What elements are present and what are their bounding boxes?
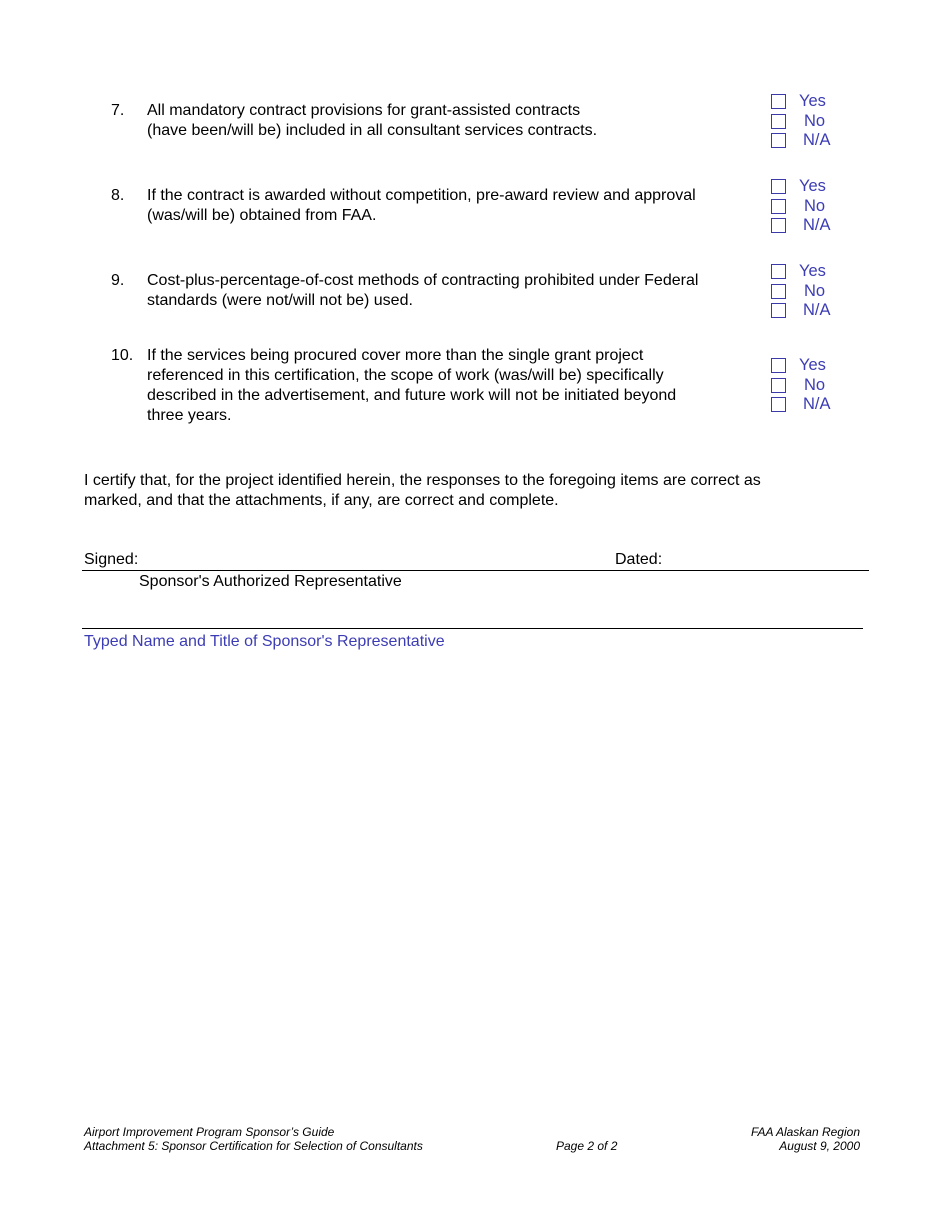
checkbox-na[interactable] bbox=[771, 303, 786, 318]
typed-name-line[interactable] bbox=[82, 628, 863, 629]
checkbox-no[interactable] bbox=[771, 114, 786, 129]
checkbox-no[interactable] bbox=[771, 199, 786, 214]
item-text-line: referenced in this certification, the scope of work (was/will be) specifically bbox=[147, 367, 664, 384]
checkbox-na[interactable] bbox=[771, 133, 786, 148]
item-text-line: If the services being procured cover more than the single grant project bbox=[147, 347, 644, 364]
checkbox-na[interactable] bbox=[771, 397, 786, 412]
item-number: 7. bbox=[111, 102, 125, 119]
option-yes[interactable] bbox=[771, 262, 851, 282]
item-text bbox=[147, 101, 743, 141]
item-number: 10. bbox=[111, 347, 134, 364]
option-label: Yes bbox=[799, 356, 826, 374]
option-label: N/A bbox=[803, 216, 831, 234]
checkbox-no[interactable] bbox=[771, 284, 786, 299]
checkbox-na[interactable] bbox=[771, 218, 786, 233]
option-label: Yes bbox=[799, 92, 826, 110]
item-text bbox=[147, 271, 743, 311]
footer-right-line2: August 9, 2000 bbox=[779, 1139, 860, 1153]
signed-label: Signed: bbox=[84, 551, 139, 568]
footer-page-number: Page 2 of 2 bbox=[556, 1139, 618, 1153]
item-7-options bbox=[771, 92, 851, 151]
option-yes[interactable] bbox=[771, 356, 851, 376]
footer-right-line1: FAA Alaskan Region bbox=[751, 1125, 860, 1139]
option-label: No bbox=[804, 375, 826, 394]
certification-line: I certify that, for the project identified herein, the responses to the foregoing items are correct as bbox=[84, 472, 761, 489]
item-text-line: standards (were not/will not be) used. bbox=[147, 292, 413, 309]
sponsor-rep-label: Sponsor's Authorized Representative bbox=[139, 573, 402, 590]
signature-line[interactable] bbox=[82, 570, 869, 571]
dated-label: Dated: bbox=[615, 551, 663, 568]
item-text-line: All mandatory contract provisions for grant-assisted contracts bbox=[147, 102, 581, 119]
checkbox-yes[interactable] bbox=[771, 358, 786, 373]
item-9-options bbox=[771, 262, 851, 321]
item-10-options bbox=[771, 356, 851, 415]
footer-left-line1: Airport Improvement Program Sponsor’s Guide bbox=[84, 1125, 335, 1139]
item-text bbox=[147, 186, 743, 226]
option-label: N/A bbox=[803, 301, 831, 319]
option-no[interactable] bbox=[771, 282, 851, 302]
option-na[interactable] bbox=[771, 395, 851, 415]
option-label: Yes bbox=[799, 262, 826, 280]
item-text-line: three years. bbox=[147, 407, 232, 424]
option-na[interactable] bbox=[771, 131, 851, 151]
checkbox-yes[interactable] bbox=[771, 179, 786, 194]
option-na[interactable] bbox=[771, 301, 851, 321]
item-text-line: If the contract is awarded without competition, pre-award review and approval bbox=[147, 187, 696, 204]
option-label: No bbox=[804, 281, 826, 300]
certification-statement bbox=[84, 471, 844, 511]
item-8-options bbox=[771, 177, 851, 236]
typed-name-label: Typed Name and Title of Sponsor's Representative bbox=[84, 633, 445, 650]
option-na[interactable] bbox=[771, 216, 851, 236]
certification-line: marked, and that the attachments, if any, are correct and complete. bbox=[84, 492, 559, 509]
checkbox-yes[interactable] bbox=[771, 264, 786, 279]
option-label: Yes bbox=[799, 177, 826, 195]
checkbox-no[interactable] bbox=[771, 378, 786, 393]
footer-left-line2: Attachment 5: Sponsor Certification for Selection of Consultants bbox=[84, 1139, 423, 1153]
option-label: N/A bbox=[803, 395, 831, 413]
option-label: No bbox=[804, 196, 826, 215]
item-number: 8. bbox=[111, 187, 125, 204]
option-no[interactable] bbox=[771, 197, 851, 217]
item-number: 9. bbox=[111, 272, 125, 289]
option-label: N/A bbox=[803, 131, 831, 149]
item-text-line: (have been/will be) included in all consultant services contracts. bbox=[147, 122, 598, 139]
item-text-line: (was/will be) obtained from FAA. bbox=[147, 207, 377, 224]
item-text-line: Cost-plus-percentage-of-cost methods of contracting prohibited under Federal bbox=[147, 272, 699, 289]
item-text-line: described in the advertisement, and future work will not be initiated beyond bbox=[147, 387, 677, 404]
checkbox-yes[interactable] bbox=[771, 94, 786, 109]
option-label: No bbox=[804, 111, 826, 130]
option-no[interactable] bbox=[771, 376, 851, 396]
option-yes[interactable] bbox=[771, 92, 851, 112]
option-no[interactable] bbox=[771, 112, 851, 132]
item-text bbox=[147, 346, 743, 426]
option-yes[interactable] bbox=[771, 177, 851, 197]
